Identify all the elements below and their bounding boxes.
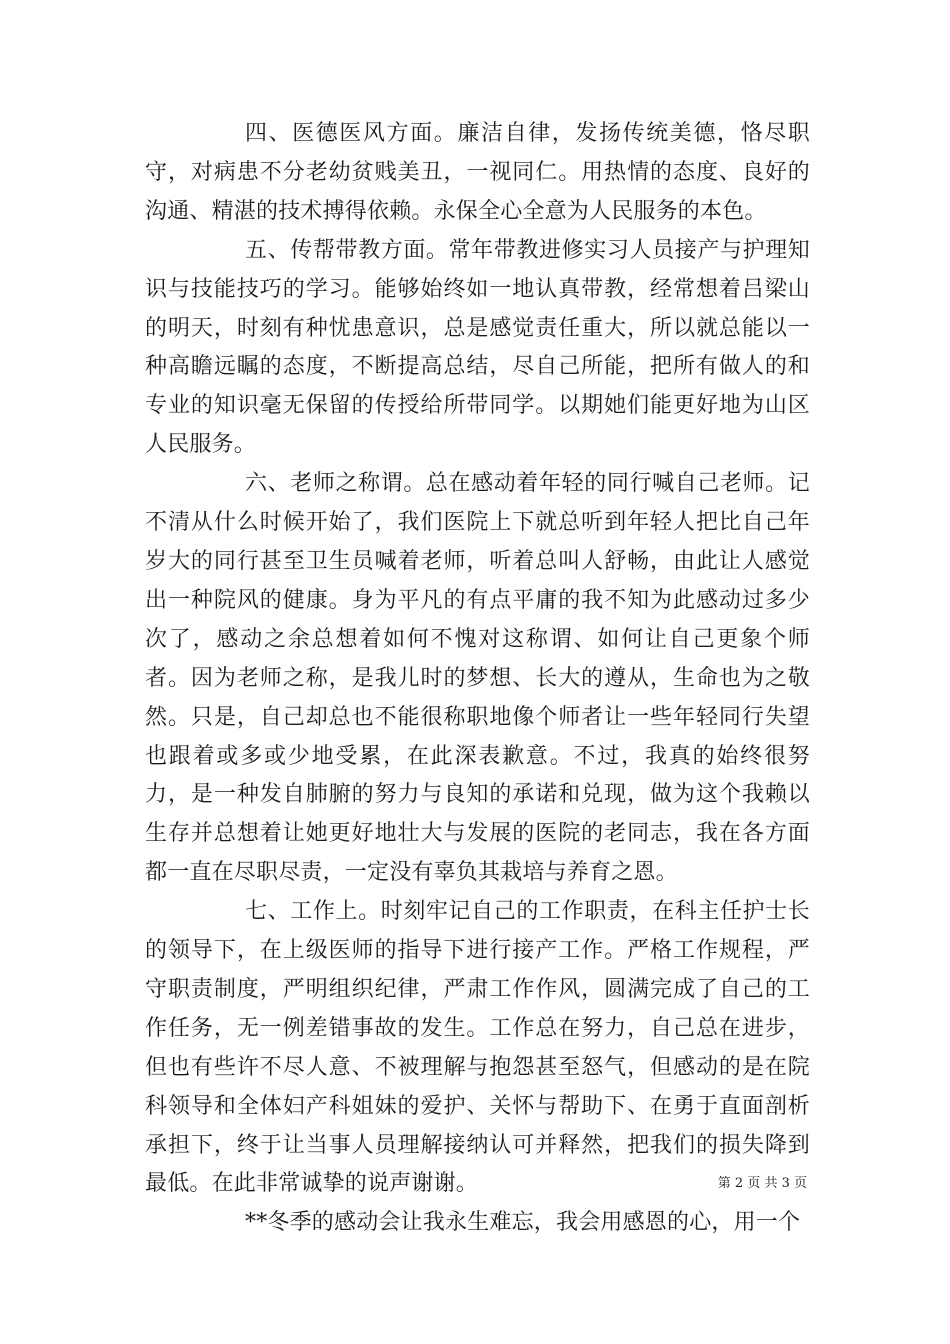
paragraph-teacher-title: 六、老师之称谓。总在感动着年轻的同行喊自己老师。记不清从什么时候开始了，我们医院上下就总听到年轻人把比自己年岁大的同行甚至卫生员喊着老师，听着总叫人舒畅，由此让人感觉出一种院风的健康。身为平凡的有点平庸的我不知为此感动过多少次了，感动之余总想着如何不愧对这称谓、如何让自己更象个师者。因为老师之称，是我儿时的梦想、长大的遵从，生命也为之敬然。只是，自己却总也不能很称职地像个师者让一些年轻同行失望也跟着或多或少地受累，在此深表歉意。不过，我真的始终很努力，是一种发自肺腑的努力与良知的承诺和兑现，做为这个我赖以生存并总想着让她更好地壮大与发展的医院的老同志，我在各方面都一直在尽职尽责，一定没有辜负其栽培与养育之恩。 xyxy=(145,471,810,886)
document-body xyxy=(145,115,810,1243)
paragraph-work: 七、工作上。时刻牢记自己的工作职责，在科主任护士长的领导下，在上级医师的指导下进行接产工作。严格工作规程，严守职责制度，严明组织纪律，严肃工作作风，圆满完成了自己的工作任务，无一例差错事故的发生。工作总在努力，自己总在进步，但也有些许不尽人意、不被理解与抱怨甚至怒气，但感动的是在院科领导和全体妇产科姐妹的爱护、关怀与帮助下、在勇于直面剖析承担下，终于让当事人员理解接纳认可并释然，把我们的损失降到最低。在此非常诚挚的说声谢谢。 xyxy=(145,899,810,1197)
page-number-footer: 第 2 页 共 3 页 xyxy=(717,1176,807,1191)
paragraph-medical-ethics: 四、医德医风方面。廉洁自律，发扬传统美德，恪尽职守，对病患不分老幼贫贱美丑，一视同仁。用热情的态度、良好的沟通、精湛的技术搏得依赖。永保全心全意为人民服务的本色。 xyxy=(145,121,810,224)
paragraph-winter-gratitude: **冬季的感动会让我永生难忘，我会用感恩的心，用一个 xyxy=(245,1210,801,1236)
paragraph-mentoring: 五、传帮带教方面。常年带教进修实习人员接产与护理知识与技能技巧的学习。能够始终如一地认真带教，经常想着吕梁山的明天，时刻有种忧患意识，总是感觉责任重大，所以就总能以一种高瞻远瞩的态度，不断提高总结，尽自己所能，把所有做人的和专业的知识毫无保留的传授给所带同学。以期她们能更好地为山区人民服务。 xyxy=(145,237,810,458)
